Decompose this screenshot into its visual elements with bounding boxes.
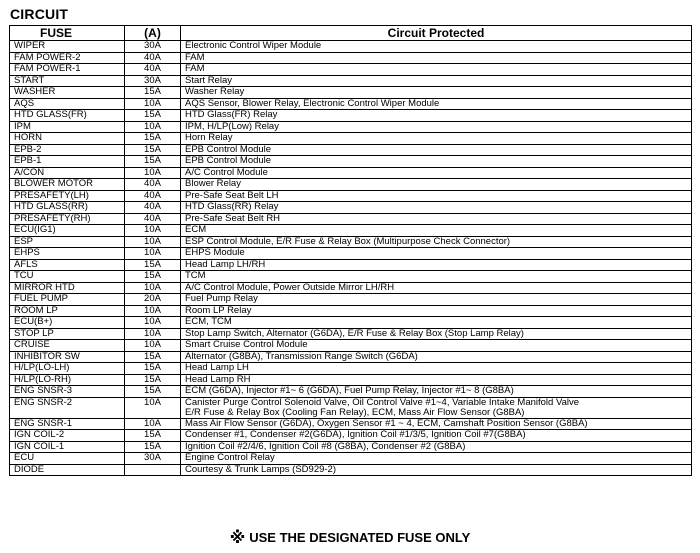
fuse-amp-cell: 10A (125, 98, 181, 110)
circuit-protected-cell (181, 167, 692, 179)
circuit-protected-cell (181, 190, 692, 202)
circuit-text: ECM, TCM (185, 316, 232, 327)
circuit-protected-cell (181, 236, 692, 248)
circuit-protected-cell (181, 374, 692, 386)
fuse-amp-cell: 30A (125, 453, 181, 465)
fuse-amp-cell: 10A (125, 340, 181, 352)
circuit-protected-cell (181, 259, 692, 271)
fuse-name-cell: START (10, 75, 125, 87)
fuse-amp-cell: 10A (125, 121, 181, 133)
reference-mark-icon: ※ (229, 530, 246, 547)
circuit-text: Room LP Relay (185, 305, 252, 316)
fuse-amp-cell: 30A (125, 41, 181, 53)
fuse-amp-cell: 40A (125, 52, 181, 64)
fuse-amp-cell: 10A (125, 317, 181, 329)
fuse-name-cell: MIRROR HTD (10, 282, 125, 294)
fuse-amp-cell: 10A (125, 397, 181, 418)
fuse-name-cell: INHIBITOR SW (10, 351, 125, 363)
fuse-amp-cell: 15A (125, 133, 181, 145)
fuse-name-cell: PRESAFETY(LH) (10, 190, 125, 202)
circuit-protected-cell (181, 213, 692, 225)
circuit-text: EHPS Module (185, 247, 245, 258)
table-row (10, 374, 692, 386)
circuit-text: AQS Sensor, Blower Relay, Electronic Control Wiper Module (185, 98, 440, 109)
table-row (10, 87, 692, 99)
fuse-amp-cell: 40A (125, 179, 181, 191)
fuse-amp-cell: 20A (125, 294, 181, 306)
circuit-text: HTD Glass(RR) Relay (185, 201, 279, 212)
fuse-amp-cell: 15A (125, 110, 181, 122)
fuse-amp-cell: 10A (125, 225, 181, 237)
fuse-name-cell: IGN COIL-2 (10, 430, 125, 442)
fuse-amp-cell: 15A (125, 386, 181, 398)
fuse-amp-cell: 10A (125, 305, 181, 317)
table-row (10, 98, 692, 110)
fuse-amp-cell: 10A (125, 236, 181, 248)
circuit-protected-cell (181, 430, 692, 442)
circuit-protected-cell (181, 282, 692, 294)
table-row (10, 202, 692, 214)
fuse-name-cell: A/CON (10, 167, 125, 179)
fuse-amp-cell: 10A (125, 418, 181, 430)
circuit-text: Blower Relay (185, 178, 241, 189)
table-row (10, 340, 692, 352)
table-row (10, 397, 692, 418)
fuse-amp-cell: 40A (125, 64, 181, 76)
fuse-table (9, 25, 692, 476)
table-row (10, 133, 692, 145)
circuit-protected-cell (181, 386, 692, 398)
circuit-protected-cell (181, 305, 692, 317)
circuit-protected-cell (181, 179, 692, 191)
fuse-name-cell: FUEL PUMP (10, 294, 125, 306)
circuit-protected-cell (181, 225, 692, 237)
circuit-protected-cell (181, 418, 692, 430)
circuit-protected-cell (181, 464, 692, 476)
circuit-protected-cell (181, 64, 692, 76)
fuse-amp-cell: 15A (125, 259, 181, 271)
circuit-text: Engine Control Relay (185, 452, 275, 463)
circuit-text: Pre-Safe Seat Belt RH (185, 213, 281, 224)
fuse-amp-cell: 40A (125, 213, 181, 225)
circuit-protected-cell (181, 441, 692, 453)
fuse-amp-cell: 15A (125, 374, 181, 386)
fuse-amp-cell: 40A (125, 202, 181, 214)
fuse-amp-cell: 15A (125, 351, 181, 363)
table-row (10, 282, 692, 294)
table-row (10, 328, 692, 340)
header-amp: (A) (125, 26, 181, 41)
table-row (10, 213, 692, 225)
fuse-name-cell: AQS (10, 98, 125, 110)
fuse-name-cell: DIODE (10, 464, 125, 476)
circuit-protected-cell (181, 110, 692, 122)
fuse-amp-cell: 15A (125, 144, 181, 156)
circuit-protected-cell (181, 133, 692, 145)
table-row (10, 41, 692, 53)
circuit-protected-cell (181, 121, 692, 133)
fuse-name-cell: ECU (10, 453, 125, 465)
circuit-text: Ignition Coil #2/4/6, Ignition Coil #8 (G8BA), Condenser #2 (G8BA) (185, 441, 466, 452)
fuse-name-cell: HORN (10, 133, 125, 145)
circuit-text: Alternator (G8BA), Transmission Range Switch (G6DA) (185, 351, 418, 362)
table-row (10, 464, 692, 476)
circuit-text: Head Lamp LH (185, 362, 249, 373)
table-row (10, 75, 692, 87)
fuse-name-cell: ENG SNSR-1 (10, 418, 125, 430)
circuit-protected-cell (181, 340, 692, 352)
circuit-text: TCM (185, 270, 206, 281)
circuit-text: EPB Control Module (185, 155, 272, 166)
table-row (10, 121, 692, 133)
fuse-name-cell: CRUISE (10, 340, 125, 352)
fuse-amp-cell: 15A (125, 441, 181, 453)
fuse-amp-cell: 10A (125, 167, 181, 179)
circuit-protected-cell (181, 98, 692, 110)
circuit-protected-cell (181, 75, 692, 87)
table-row (10, 110, 692, 122)
circuit-text: IPM, H/LP(Low) Relay (185, 121, 279, 132)
circuit-text: FAM (185, 52, 205, 63)
fuse-name-cell: H/LP(LO-LH) (10, 363, 125, 375)
fuse-name-cell: EPB-1 (10, 156, 125, 168)
fuse-name-cell: IPM (10, 121, 125, 133)
circuit-text: Washer Relay (185, 86, 245, 97)
circuit-protected-cell (181, 144, 692, 156)
circuit-text: ESP Control Module, E/R Fuse & Relay Box (Multipurpose Check Connector) (185, 236, 511, 247)
circuit-protected-cell (181, 363, 692, 375)
circuit-protected-cell (181, 52, 692, 64)
fuse-name-cell: H/LP(LO-RH) (10, 374, 125, 386)
table-row (10, 317, 692, 329)
table-row (10, 156, 692, 168)
fuse-name-cell: HTD GLASS(FR) (10, 110, 125, 122)
circuit-text: Electronic Control Wiper Module (185, 40, 322, 51)
fuse-amp-cell: 15A (125, 156, 181, 168)
circuit-text: A/C Control Module (185, 167, 268, 178)
circuit-protected-cell (181, 271, 692, 283)
fuse-name-cell: EPB-2 (10, 144, 125, 156)
circuit-protected-cell (181, 294, 692, 306)
fuse-amp-cell: 15A (125, 430, 181, 442)
fuse-name-cell: AFLS (10, 259, 125, 271)
fuse-name-cell: PRESAFETY(RH) (10, 213, 125, 225)
fuse-name-cell: EHPS (10, 248, 125, 260)
fuse-name-cell: ENG SNSR-3 (10, 386, 125, 398)
circuit-text: E/R Fuse & Relay Box (Cooling Fan Relay), ECM, Mass Air Flow Sensor (G8BA) (185, 406, 525, 418)
circuit-protected-cell (181, 87, 692, 99)
fuse-amp-cell: 40A (125, 190, 181, 202)
table-row (10, 441, 692, 453)
fuse-name-cell: ENG SNSR-2 (10, 397, 125, 418)
table-header-row (10, 26, 692, 41)
circuit-text: ECM (185, 224, 207, 235)
table-row (10, 236, 692, 248)
fuse-name-cell: BLOWER MOTOR (10, 179, 125, 191)
circuit-text: Mass Air Flow Sensor (G6DA), Oxygen Sensor #1 ~ 4, ECM, Camshaft Position Sensor (G8BA) (185, 418, 588, 429)
footer-note (0, 528, 700, 548)
circuit-protected-cell (181, 351, 692, 363)
circuit-text: HTD Glass(FR) Relay (185, 109, 278, 120)
circuit-text: Head Lamp LH/RH (185, 259, 266, 270)
table-row (10, 351, 692, 363)
table-row (10, 259, 692, 271)
circuit-protected-cell (181, 317, 692, 329)
fuse-name-cell: ECU(B+) (10, 317, 125, 329)
page-title: CIRCUIT (10, 6, 69, 22)
fuse-amp-cell: 15A (125, 363, 181, 375)
fuse-amp-cell: 15A (125, 87, 181, 99)
header-fuse: FUSE (10, 26, 125, 41)
table-row (10, 52, 692, 64)
circuit-text: ECM (G6DA), Injector #1~ 6 (G6DA), Fuel Pump Relay, Injector #1~ 8 (G8BA) (185, 385, 514, 396)
table-body (10, 41, 692, 476)
circuit-text: Courtesy & Trunk Lamps (SD929-2) (185, 464, 337, 475)
table-row (10, 64, 692, 76)
fuse-name-cell: WASHER (10, 87, 125, 99)
circuit-text: Canister Purge Control Solenoid Valve, Oil Control Valve #1~4, Variable Intake Manifold Valve (185, 397, 580, 408)
fuse-amp-cell (125, 464, 181, 476)
fuse-name-cell: TCU (10, 271, 125, 283)
circuit-text: Smart Cruise Control Module (185, 339, 308, 350)
circuit-text: FAM (185, 63, 205, 74)
circuit-protected-cell (181, 202, 692, 214)
fuse-name-cell: WIPER (10, 41, 125, 53)
table-row (10, 190, 692, 202)
fuse-amp-cell: 30A (125, 75, 181, 87)
table-row (10, 453, 692, 465)
table-row (10, 225, 692, 237)
fuse-name-cell: IGN COIL-1 (10, 441, 125, 453)
circuit-text: A/C Control Module, Power Outside Mirror LH/RH (185, 282, 395, 293)
table-row (10, 144, 692, 156)
circuit-text: EPB Control Module (185, 144, 272, 155)
table-row (10, 167, 692, 179)
fuse-name-cell: FAM POWER-2 (10, 52, 125, 64)
fuse-amp-cell: 10A (125, 328, 181, 340)
header-circuit: Circuit Protected (181, 26, 692, 41)
circuit-text: Start Relay (185, 75, 232, 86)
table-row (10, 271, 692, 283)
circuit-text: Stop Lamp Switch, Alternator (G6DA), E/R Fuse & Relay Box (Stop Lamp Relay) (185, 328, 524, 339)
table-row (10, 294, 692, 306)
table-row (10, 430, 692, 442)
fuse-name-cell: HTD GLASS(RR) (10, 202, 125, 214)
fuse-amp-cell: 15A (125, 271, 181, 283)
circuit-text: Horn Relay (185, 132, 233, 143)
table-row (10, 418, 692, 430)
fuse-name-cell: ECU(IG1) (10, 225, 125, 237)
fuse-amp-cell: 10A (125, 282, 181, 294)
table-row (10, 248, 692, 260)
circuit-text: Condenser #1, Condenser #2(G6DA), Ignition Coil #1/3/5, Ignition Coil #7(G8BA) (185, 429, 526, 440)
circuit-protected-cell (181, 397, 692, 418)
circuit-protected-cell (181, 248, 692, 260)
fuse-amp-cell: 10A (125, 248, 181, 260)
fuse-name-cell: ESP (10, 236, 125, 248)
footer-text: USE THE DESIGNATED FUSE ONLY (249, 530, 471, 545)
table-row (10, 305, 692, 317)
circuit-protected-cell (181, 156, 692, 168)
circuit-text: Head Lamp RH (185, 374, 251, 385)
circuit-text: Pre-Safe Seat Belt LH (185, 190, 279, 201)
table-row (10, 363, 692, 375)
circuit-protected-cell (181, 41, 692, 53)
fuse-name-cell: ROOM LP (10, 305, 125, 317)
table-row (10, 179, 692, 191)
circuit-protected-cell (181, 453, 692, 465)
fuse-name-cell: STOP LP (10, 328, 125, 340)
circuit-protected-cell (181, 328, 692, 340)
circuit-text: Fuel Pump Relay (185, 293, 258, 304)
table-row (10, 386, 692, 398)
fuse-name-cell: FAM POWER-1 (10, 64, 125, 76)
